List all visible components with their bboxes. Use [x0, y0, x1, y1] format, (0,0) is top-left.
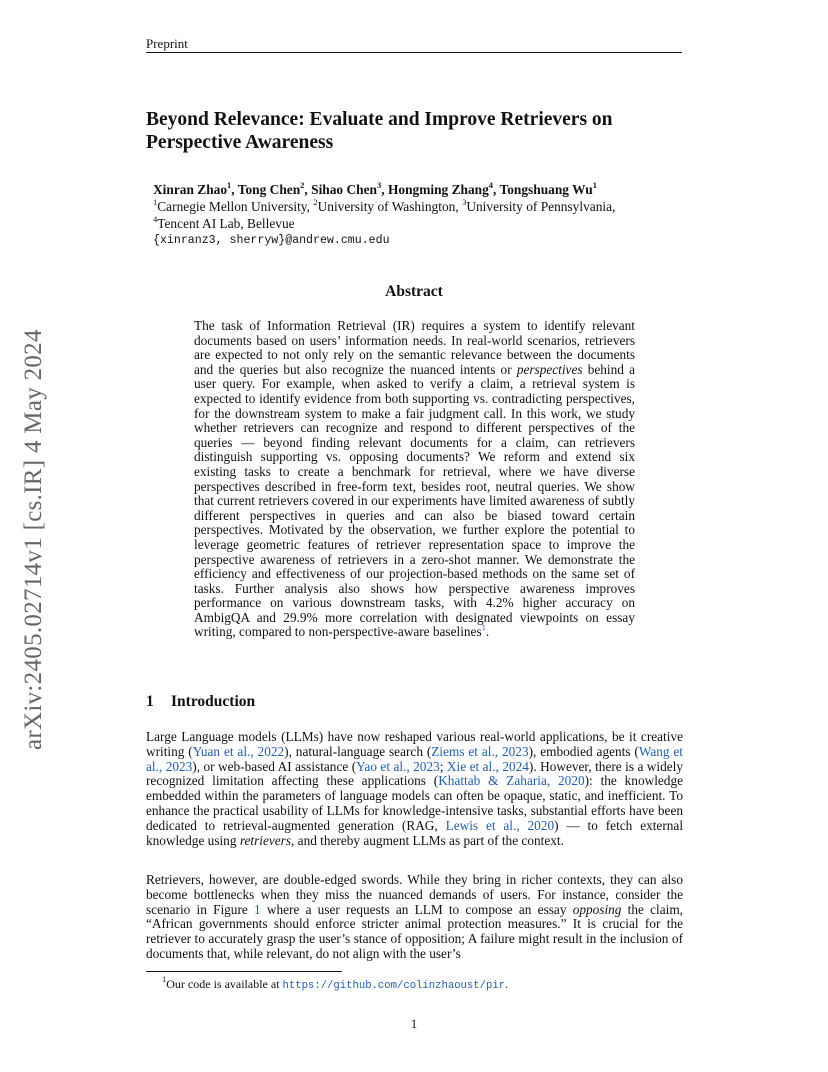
intro-paragraph-2: Retrievers, however, are double-edged swords. While they bring in richer contexts, they can also become bottlenecks when they miss the nuanced demands of users. For instance, consider the scenario in Figure 1 where a user requests an LLM to compose an essay opposing the claim, “African governments should enforce stricter animal protection measures.” It is crucial for the retriever to accurately grasp the user’s stance of opposition; A failure might result in the inclusion of documents that, while relevant, do not align with the user’s: [146, 872, 683, 961]
emphasis-text: retrievers: [239, 832, 292, 848]
figure-ref-link[interactable]: 1: [254, 901, 261, 917]
paper-title: [146, 108, 686, 154]
citation-link[interactable]: Wang et al., 2023: [146, 743, 684, 774]
citation-link[interactable]: Yao et al., 2023: [356, 758, 440, 774]
author-name: Tong Chen: [237, 182, 301, 197]
affiliation-mark: 2: [313, 196, 318, 207]
section-number: 1: [146, 693, 154, 710]
section-heading-introduction: [146, 693, 255, 711]
author-affiliation-mark: 1: [592, 179, 597, 190]
footnote-ref-link[interactable]: 1: [481, 622, 486, 633]
author-affiliation-mark: 3: [377, 179, 382, 190]
title-line-1: Beyond Relevance: Evaluate and Improve Retrievers on: [146, 109, 613, 130]
author-name: Sihao Chen: [311, 182, 377, 197]
page-number: 1: [410, 1016, 418, 1031]
author-names: Xinran Zhao$^1$, Tong Chen$^2$, Sihao Chen$^3$, Hongming Zhang$^4$, Tongshuang Wu$^1$: [153, 179, 597, 197]
affiliation: Carnegie Mellon University,: [157, 199, 314, 214]
emphasis-text: opposing: [572, 901, 622, 917]
arxiv-identifier: arXiv:2405.02714v1 [cs.IR] 4 May 2024: [20, 329, 47, 750]
running-header: Preprint: [146, 36, 188, 51]
footnote-mark: 1: [162, 974, 167, 984]
author-block: [153, 181, 693, 249]
title-line-2: Perspective Awareness: [146, 132, 334, 153]
abstract-italic: perspectives: [516, 361, 583, 377]
affiliation: University of Pennsylvania,: [466, 199, 616, 214]
citation-link[interactable]: Xie et al., 2024: [446, 758, 529, 774]
footnote: $^1$Our code is available at https://github.com/colinzhaoust/pir.: [162, 974, 509, 992]
footnote-rule: [146, 971, 342, 972]
abstract-heading: Abstract: [385, 283, 443, 300]
author-affiliation-mark: 4: [488, 179, 494, 190]
intro-paragraph-1: Large Language models (LLMs) have now reshaped various real-world applications, be it creative writing (Yuan et al., 2022), natural-language search (Ziems et al., 2023), embodied agents (Wang et al., 2023), or web-based AI assistance (Yao et al., 2023; Xie et al., 2024). However, there is a widely recognized limitation affecting these applications (Khattab & Zaharia, 2020): the knowledge embedded within the parameters of language models can often be opaque, static, and inefficient. To enhance the practical usability of LLMs for knowledge-intensive tasks, substantial efforts have been dedicated to retrieval-augmented generation (RAG, Lewis et al., 2020) — to fetch external knowledge using retrievers, and thereby augment LLMs as part of the context.: [146, 729, 684, 848]
author-name: Hongming Zhang: [387, 182, 489, 197]
section-title: Introduction: [171, 693, 256, 710]
affiliation-line: [153, 215, 693, 232]
footnote-text: Our code is available at: [166, 977, 283, 991]
citation-link[interactable]: Khattab & Zaharia, 2020: [438, 773, 585, 789]
author-name: Tongshuang Wu: [499, 182, 593, 197]
affiliation-mark: 4: [153, 213, 158, 224]
affiliation: Tencent AI Lab, Bellevue: [157, 216, 295, 231]
citation-link[interactable]: Ziems et al., 2023: [431, 743, 529, 759]
affiliation: University of Washington,: [317, 199, 463, 214]
author-affiliation-mark: 2: [300, 179, 305, 190]
affiliation-line: [153, 198, 693, 215]
header-rule: [146, 52, 682, 53]
author-affiliation-mark: 1: [227, 179, 232, 190]
author-email: {xinranz3, sherryw}@andrew.cmu.edu: [153, 234, 390, 247]
citation-link[interactable]: Yuan et al., 2022: [192, 743, 285, 759]
code-url-link[interactable]: https://github.com/colinzhaoust/pir: [282, 980, 506, 992]
author-name: Xinran Zhao: [153, 182, 228, 197]
affiliation-mark: 1: [153, 196, 158, 207]
citation-link[interactable]: Lewis et al., 2020: [445, 817, 555, 833]
affiliation-mark: 3: [462, 196, 467, 207]
abstract-text: The task of Information Retrieval (IR) requires a system to identify relevant documents based on users’ information needs. In real-world scenarios, retrievers are expected to not only rely on the semantic relevance between the documents and the queries but also recognize the nuanced intents or perspectives behind a user query. For example, when asked to verify a claim, a retrieval system is expected to identify evidence from both supporting vs. contradicting perspectives, for the downstream system to make a fair judgment call. In this work, we study whether retrievers can recognize and respond to different perspectives of the queries — beyond finding relevant documents for a claim, can retrievers distinguish supporting vs. opposing documents? We reform and extend six existing tasks to create a benchmark for retrieval, where we have diverse perspectives described in free-form text, besides root, neutral queries. We show that current retrievers covered in our experiments have limited awareness of subtly different perspectives in queries and can also be biased toward certain perspectives. Motivated by the observation, we further explore the potential to leverage geometric features of retriever representation space to improve the perspective awareness of retrievers in a zero-shot manner. We demonstrate the efficiency and effectiveness of our projection-based methods on the same set of tasks. Further analysis also shows how perspective awareness improves performance on various downstream tasks, with 4.2% higher accuracy on AmbigQA and 29.9% more correlation with designated viewpoints on essay writing, compared to non-perspective-aware baselines$^1$.: [194, 318, 635, 640]
